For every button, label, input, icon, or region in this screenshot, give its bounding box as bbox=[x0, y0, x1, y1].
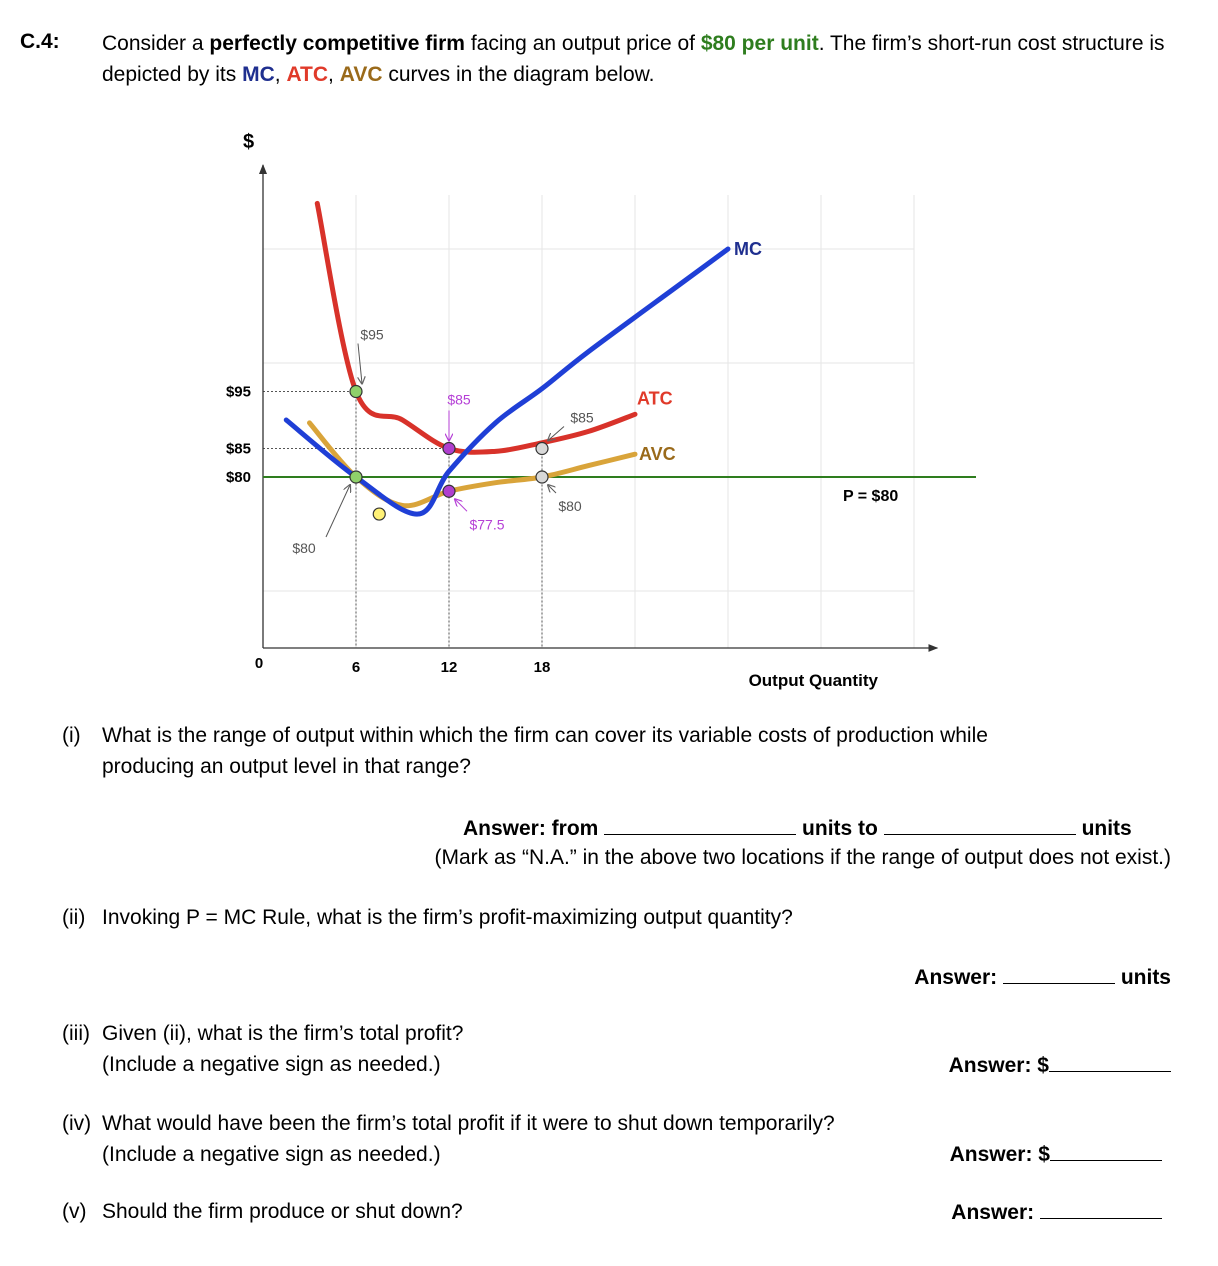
x-axis-label: Output Quantity bbox=[748, 671, 878, 690]
q3-text-line1: Given (ii), what is the firm’s total profit? bbox=[102, 1022, 464, 1045]
q1-answer-row bbox=[463, 814, 1132, 841]
intro-sep-2: , bbox=[328, 63, 340, 86]
intro-sep-1: , bbox=[274, 63, 287, 86]
intro-atc: ATC bbox=[286, 63, 329, 86]
intro-text-1: Consider a bbox=[102, 32, 210, 55]
y-tick-label: $80 bbox=[225, 469, 251, 486]
q2-text: Invoking P = MC Rule, what is the firm’s profit-maximizing output quantity? bbox=[102, 906, 793, 929]
q1-text-line1: What is the range of output within which the firm can cover its variable costs of production while bbox=[102, 724, 988, 747]
question-number: C.4: bbox=[20, 30, 60, 53]
intro-bold: perfectly competitive firm bbox=[209, 32, 465, 55]
point-gray bbox=[536, 471, 548, 483]
q3-answer-blank[interactable] bbox=[1049, 1051, 1171, 1072]
intro-text-4: curves in the diagram below. bbox=[382, 63, 655, 86]
y-tick-label: $95 bbox=[225, 383, 251, 401]
label-avc: AVC bbox=[639, 444, 676, 465]
q2-number: (ii) bbox=[62, 906, 86, 929]
q4-answer-row bbox=[950, 1140, 1162, 1167]
q3-answer-row bbox=[949, 1051, 1171, 1078]
q5-answer-row bbox=[951, 1198, 1162, 1225]
q5-number: (v) bbox=[62, 1200, 87, 1223]
intro-avc: AVC bbox=[339, 63, 383, 86]
curves bbox=[286, 203, 728, 514]
annotation-arrow bbox=[455, 499, 467, 511]
q2-answer-row bbox=[914, 963, 1171, 990]
q2-answer-blank[interactable] bbox=[1003, 963, 1115, 984]
q4-answer-label: Answer: $ bbox=[949, 1143, 1050, 1166]
point-gray bbox=[536, 443, 548, 455]
annotation-label: $95 bbox=[360, 326, 384, 343]
point-green bbox=[350, 386, 362, 398]
q4-text-line1: What would have been the firm’s total profit if it were to shut down temporarily? bbox=[102, 1112, 835, 1135]
q3-number: (iii) bbox=[62, 1022, 90, 1045]
point-yellow bbox=[373, 508, 385, 520]
q4-answer-blank[interactable] bbox=[1050, 1140, 1162, 1161]
q5-answer-label: Answer: bbox=[951, 1201, 1035, 1224]
q1-answer-units: units bbox=[1081, 817, 1132, 840]
point-green bbox=[350, 471, 362, 483]
label-mc: MC bbox=[734, 239, 762, 259]
intro-text-3: . The firm’s short-run cost structure is depicted by its bbox=[102, 32, 1165, 86]
q4-number: (iv) bbox=[62, 1112, 92, 1135]
cost-curves-chart bbox=[195, 120, 995, 700]
q5-answer-blank[interactable] bbox=[1040, 1198, 1162, 1219]
q1-number: (i) bbox=[62, 724, 81, 747]
question-1 bbox=[0, 720, 1218, 790]
q1-answer-from: Answer: from bbox=[463, 817, 599, 840]
q3-text-line2: (Include a negative sign as needed.) bbox=[102, 1053, 441, 1076]
question-intro bbox=[102, 28, 1182, 90]
q4-text-line2: (Include a negative sign as needed.) bbox=[102, 1143, 441, 1166]
x-tick-label: 12 bbox=[440, 659, 458, 676]
annotation-label: $80 bbox=[558, 498, 582, 514]
annotation-label: $85 bbox=[447, 391, 471, 408]
q1-note: (Mark as “N.A.” in the above two locations if the range of output does not exist.) bbox=[434, 846, 1171, 869]
q2-answer-label: Answer: bbox=[914, 966, 998, 989]
origin-label: 0 bbox=[254, 655, 264, 672]
annotation-label: $80 bbox=[292, 540, 316, 556]
annotation-label: $77.5 bbox=[469, 516, 505, 533]
q1-text-line2: producing an output level in that range? bbox=[102, 755, 471, 778]
annotation-arrow bbox=[326, 485, 350, 537]
intro-price: $80 per unit bbox=[700, 32, 819, 55]
y-axis-symbol: $ bbox=[243, 131, 255, 153]
q1-answer-units-to: units to bbox=[802, 817, 878, 840]
annotation-label: $85 bbox=[570, 409, 594, 426]
intro-text-2: facing an output price of bbox=[464, 32, 701, 55]
q1-answer-to-blank[interactable] bbox=[884, 814, 1076, 835]
intro-mc: MC bbox=[242, 63, 275, 86]
question-2 bbox=[0, 902, 1218, 934]
x-tick-label: 6 bbox=[351, 659, 361, 676]
label-atc: ATC bbox=[637, 388, 673, 409]
point-purple bbox=[443, 485, 455, 497]
point-purple bbox=[443, 443, 455, 455]
x-tick-label: 18 bbox=[533, 659, 551, 676]
q5-text: Should the firm produce or shut down? bbox=[102, 1200, 463, 1223]
annotation-arrow bbox=[548, 485, 556, 493]
y-tick-label: $85 bbox=[225, 440, 251, 458]
price-line-label: P = $80 bbox=[842, 488, 899, 505]
q1-answer-from-blank[interactable] bbox=[604, 814, 796, 835]
curve-avc bbox=[310, 423, 636, 506]
q2-answer-units: units bbox=[1120, 966, 1171, 989]
q3-answer-label: Answer: $ bbox=[948, 1054, 1049, 1077]
